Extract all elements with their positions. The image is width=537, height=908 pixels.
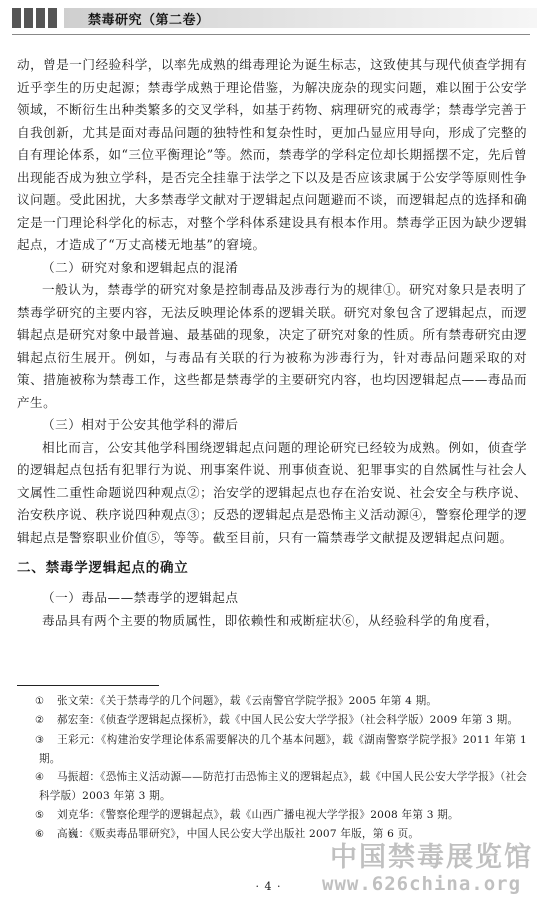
footnote-rule: [17, 685, 159, 686]
footnote: [17, 806, 527, 825]
book-title: 禁毒研究（第二卷）: [88, 13, 210, 28]
footnotes: [17, 692, 527, 844]
paragraph-3: 相比而言，公安其他学科围绕逻辑起点问题的理论研究已经较为成熟。例如，侦查学的逻辑起点包括有犯罪行为说、刑事案件说、刑事侦查说、犯罪事实的自然属性与社会人文属性二重性命题说四种观点②；治安学的逻辑起点也存在治安说、社会安全与秩序说、治安秩序说、秩序说四种观点③；反恐的逻辑起点是恐怖主义活动源④，警察伦理学的逻辑起点是警察职业价值⑤，等等。截至目前，只有一篇禁毒学文献提及逻辑起点问题。: [17, 439, 527, 545]
footnote-text: 张文荣：《关于禁毒学的几个问题》，载《云南警官学院学报》2005 年第 4 期。: [57, 695, 438, 707]
footnote-text: 王彩元：《构建治安学理论体系需要解决的几个基本问题》，载《湖南警察学院学报》2011 年第 1 期。: [39, 733, 527, 765]
watermark-url: www.626china.org: [322, 873, 522, 895]
footnote-mark: ③: [35, 734, 45, 746]
footnote-text: 高巍：《贩卖毒品罪研究》，中国人民公安大学出版社 2007 年版，第 6 页。: [57, 828, 420, 841]
footnote: [17, 692, 527, 711]
paragraph-1: 动，曾是一门经验科学，以率先成熟的缉毒理论为诞生标志，这致使其与现代侦查学拥有近乎孪生的历史起源；禁毒学成熟于理论借鉴，为解决庞杂的现实问题，难以囿于公安学领域，不断衍生出种类繁多的交叉学科，如基于药物、病理研究的戒毒学；禁毒学完善于自我创新，尤其是面对毒品问题的独特性和复杂性时，更加凸显应用导向，形成了完整的自有理论体系，如“三位平衡理论”等。然而，禁毒学的学科定位却长期摇摆不定，先后曾出现能否成为独立学科，是否完全挂靠于法学之下以及是否应该隶属于公安学等原则性争议问题。受此困扰，大多禁毒学文献对于逻辑起点问题避而不谈，而逻辑起点的选择和确定是一门理论科学化的标志，对整个学科体系建设具有根本作用。禁毒学正因为缺少逻辑起点，才造成了“万丈高楼无地基”的窘境。: [17, 57, 527, 252]
subsection-heading-2: （二）研究对象和逻辑起点的混淆: [42, 259, 239, 275]
footnote-mark: ⑥: [35, 829, 45, 841]
footnote: [17, 768, 527, 806]
footnote-mark: ④: [35, 772, 45, 784]
footnote: [17, 711, 527, 730]
subsection-heading-3: （三）相对于公安其他学科的滞后: [42, 417, 239, 432]
watermark-logo: 中国禁毒展览馆: [330, 842, 533, 873]
page-body: [17, 54, 527, 632]
subsection-heading-4: （一）毒品——禁毒学的逻辑起点: [42, 590, 239, 605]
footnote-text: 马振超：《恐怖主义活动源——防范打击恐怖主义的逻辑起点》，载《中国人民公安大学学报》（社会科学版）2003 年第 3 期。: [39, 771, 527, 803]
footnote-text: 刘克华：《警察伦理学的逻辑起点》，载《山西广播电视大学学报》2008 年第 3 期。: [57, 808, 459, 821]
header-rule: [12, 34, 530, 35]
footnote-mark: ⑤: [35, 809, 45, 821]
running-header: [0, 0, 537, 36]
footnote-mark: ②: [35, 715, 45, 727]
paragraph-4: 毒品具有两个主要的物质属性，即依赖性和戒断症状⑥，从经验科学的角度看，: [42, 612, 499, 628]
header-decoration: [12, 8, 57, 28]
paragraph-2: 一般认为，禁毒学的研究对象是控制毒品及涉毒行为的规律①。研究对象只是表明了禁毒学研究的主要内容，无法反映理论体系的逻辑关联。研究对象包含了逻辑起点，而逻辑起点是研究对象中最普遍、最基础的现象，决定了研究对象的性质。所有禁毒研究由逻辑起点衍生展开。例如，与毒品有关联的行为被称为涉毒行为，针对毒品问题采取的对策、措施被称为禁毒工作，这些都是禁毒学的主要研究内容，也均因逻辑起点——毒品而产生。: [17, 282, 527, 410]
page-number: · 4 ·: [255, 880, 282, 893]
section-heading: 二、禁毒学逻辑起点的确立: [17, 560, 189, 576]
footnote-text: 郝宏奎：《侦查学逻辑起点探析》，载《中国人民公安大学学报》（社会科学版）2009 年第 3 期。: [57, 714, 519, 727]
footnote: [17, 731, 527, 769]
footnote-mark: ①: [35, 696, 45, 707]
